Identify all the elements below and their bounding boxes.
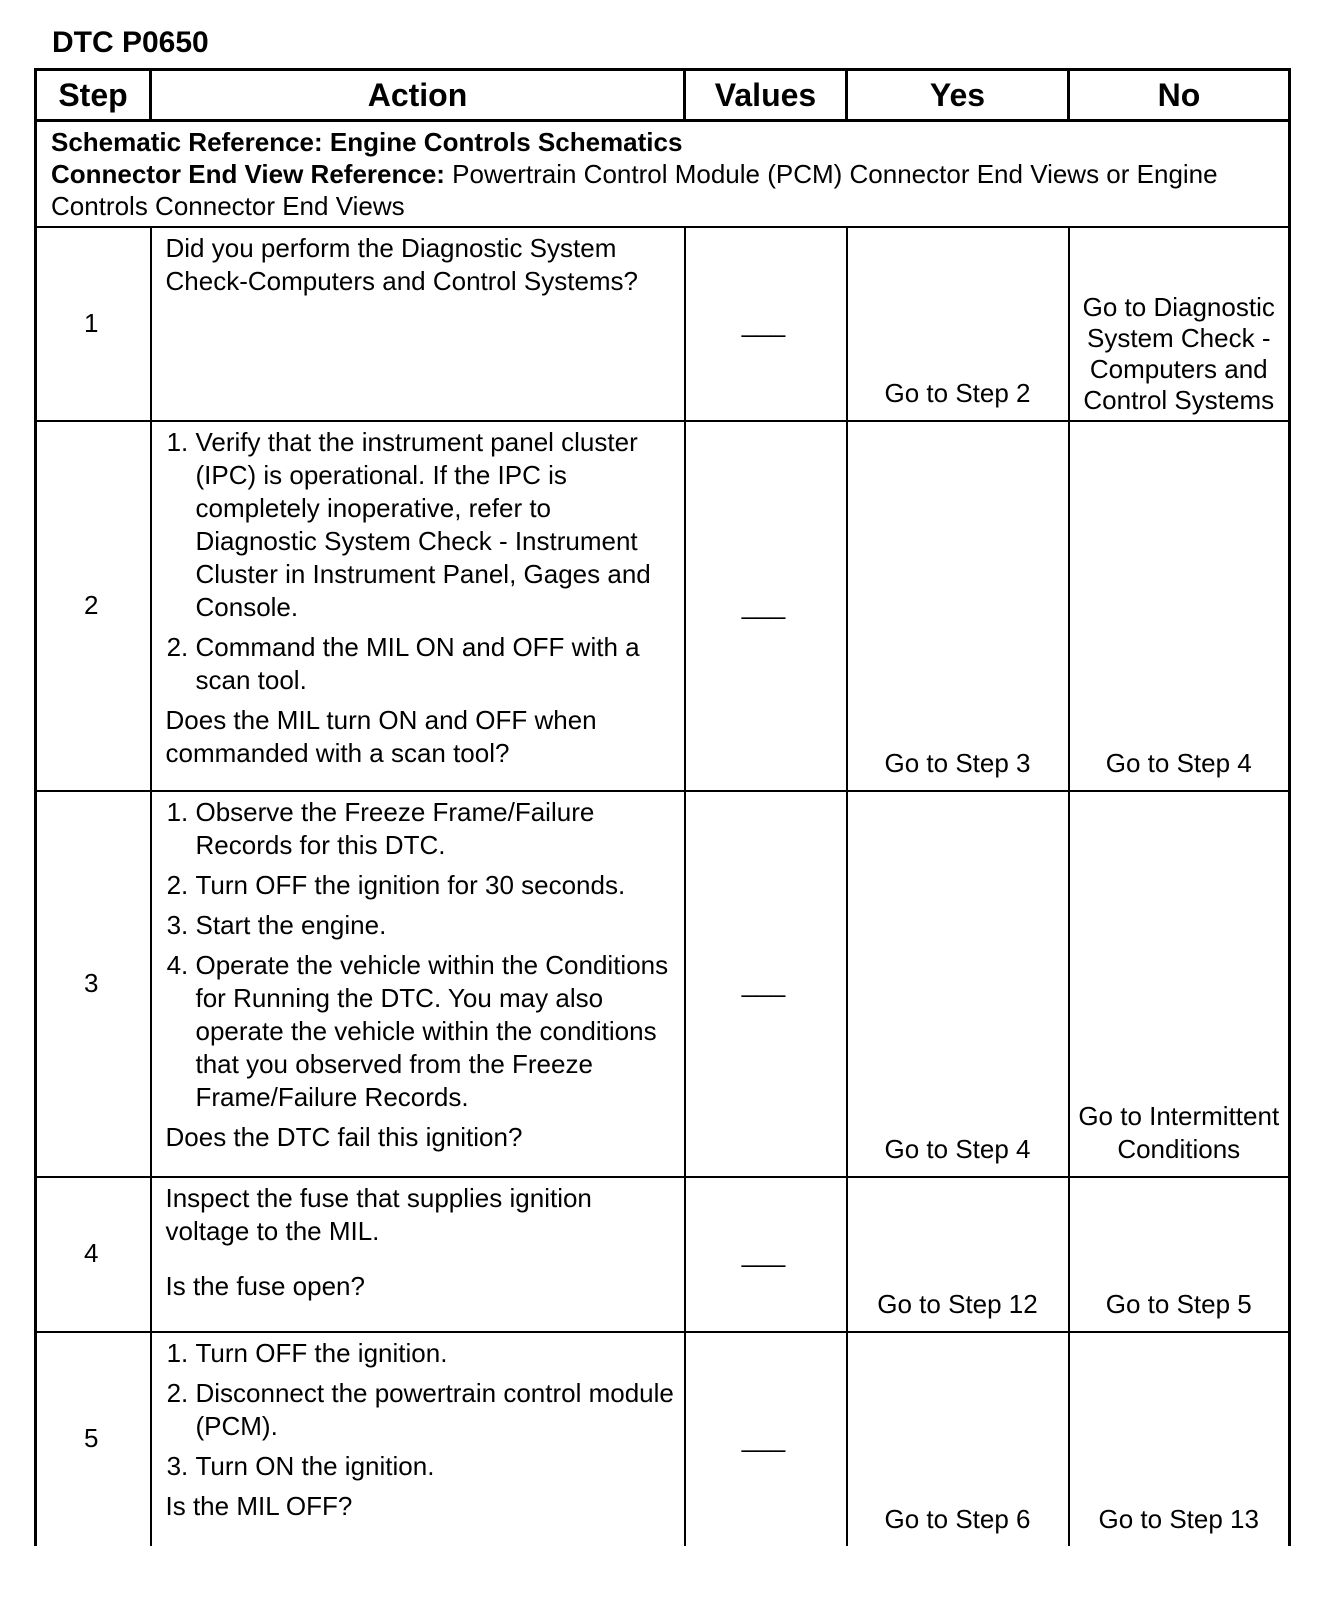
header-values: Values <box>685 70 847 121</box>
step-number: 5 <box>36 1332 151 1546</box>
yes-cell: Go to Step 3 <box>847 421 1069 791</box>
diagnostic-table <box>34 68 1291 1546</box>
yes-cell: Go to Step 6 <box>847 1332 1069 1546</box>
list-item: 1. Observe the Freeze Frame/Failure Records for this DTC. <box>196 796 676 862</box>
action-cell <box>151 1177 685 1332</box>
no-cell: Go to Intermittent Conditions <box>1069 791 1290 1177</box>
no-cell: Go to Diagnostic System Check - Computers and Control Systems <box>1069 227 1290 421</box>
list-item: 2. Disconnect the powertrain control module (PCM). <box>196 1377 676 1443</box>
yes-cell: Go to Step 12 <box>847 1177 1069 1332</box>
action-question: Does the DTC fail this ignition? <box>165 1122 523 1152</box>
action-cell <box>151 227 685 421</box>
values-cell: ___ <box>685 227 847 421</box>
no-cell: Go to Step 4 <box>1069 421 1290 791</box>
reference-row <box>36 121 1290 228</box>
list-item: 4. Operate the vehicle within the Conditions for Running the DTC. You may also operate the vehicle within the conditions that you observed from the Freeze Frame/Failure Records. <box>196 949 676 1114</box>
header-step: Step <box>36 70 151 121</box>
no-cell: Go to Step 5 <box>1069 1177 1290 1332</box>
table-row <box>36 1177 1290 1332</box>
header-yes: Yes <box>847 70 1069 121</box>
schematic-reference: Schematic Reference: Engine Controls Schematics <box>51 127 683 157</box>
connector-reference-text: Powertrain Control Module (PCM) Connector End Views or Engine Controls Connector End Views <box>51 159 1218 221</box>
values-cell: ___ <box>685 791 847 1177</box>
list-item: 2. Command the MIL ON and OFF with a scan tool. <box>196 631 676 697</box>
list-item: 1. Verify that the instrument panel cluster (IPC) is operational. If the IPC is completely inoperative, refer to Diagnostic System Check - Instrument Cluster in Instrument Panel, Gages and Console. <box>196 426 676 624</box>
action-question: Does the MIL turn ON and OFF when commanded with a scan tool? <box>165 705 597 768</box>
yes-cell: Go to Step 2 <box>847 227 1069 421</box>
list-item: 3. Turn ON the ignition. <box>196 1450 676 1483</box>
table-header-row <box>36 70 1290 121</box>
action-list <box>166 426 676 697</box>
action-question: Is the MIL OFF? <box>165 1491 353 1521</box>
action-text: Inspect the fuse that supplies ignition voltage to the MIL. <box>165 1183 592 1246</box>
table-row <box>36 227 1290 421</box>
step-number: 3 <box>36 791 151 1177</box>
step-number: 2 <box>36 421 151 791</box>
list-item: 3. Start the engine. <box>196 909 676 942</box>
action-list <box>166 796 676 1114</box>
values-cell: ___ <box>685 421 847 791</box>
page-title: DTC P0650 <box>52 26 209 59</box>
reference-cell <box>36 121 1290 228</box>
header-no: No <box>1069 70 1290 121</box>
action-question: Is the fuse open? <box>165 1271 365 1301</box>
action-text: Did you perform the Diagnostic System Check-Computers and Control Systems? <box>165 233 639 296</box>
table-row <box>36 1332 1290 1546</box>
values-cell: ___ <box>685 1177 847 1332</box>
spacer <box>166 1248 676 1270</box>
action-cell <box>151 791 685 1177</box>
header-action: Action <box>151 70 685 121</box>
list-item: 2. Turn OFF the ignition for 30 seconds. <box>196 869 676 902</box>
no-cell: Go to Step 13 <box>1069 1332 1290 1546</box>
action-cell <box>151 421 685 791</box>
connector-reference-label: Connector End View Reference: <box>51 159 445 189</box>
action-cell <box>151 1332 685 1546</box>
values-cell: ___ <box>685 1332 847 1546</box>
table-row <box>36 421 1290 791</box>
step-number: 4 <box>36 1177 151 1332</box>
yes-cell: Go to Step 4 <box>847 791 1069 1177</box>
list-item: 1. Turn OFF the ignition. <box>196 1337 676 1370</box>
connector-reference <box>51 158 1280 222</box>
table-row <box>36 791 1290 1177</box>
step-number: 1 <box>36 227 151 421</box>
action-list <box>166 1337 676 1483</box>
